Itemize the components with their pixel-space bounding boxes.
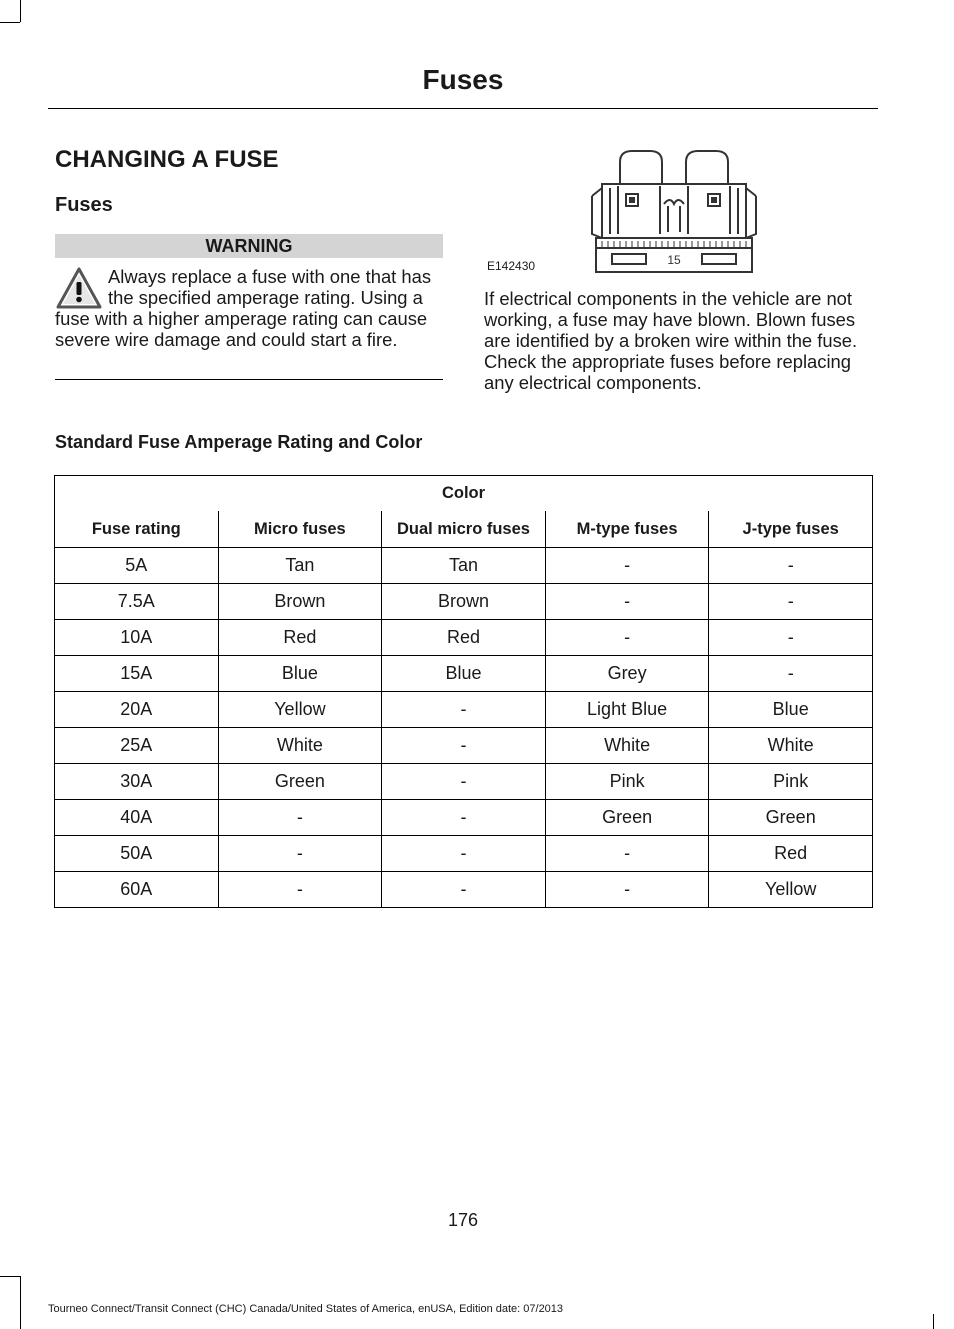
crop-mark — [20, 1276, 21, 1329]
table-row — [55, 836, 873, 872]
table-cell: - — [218, 800, 382, 836]
figure-code: E142430 — [487, 259, 536, 273]
table-cell: Red — [709, 836, 873, 872]
table-cell: Tan — [382, 548, 546, 584]
divider — [55, 379, 443, 380]
table-cell: Yellow — [709, 872, 873, 908]
column-header: Fuse rating — [55, 511, 219, 548]
table-row — [55, 728, 873, 764]
table-cell: - — [382, 728, 546, 764]
table-cell: - — [545, 872, 709, 908]
table-row — [55, 584, 873, 620]
table-cell: Brown — [382, 584, 546, 620]
column-header: Dual micro fuses — [382, 511, 546, 548]
page-header-title: Fuses — [422, 64, 504, 95]
table-cell: Grey — [545, 656, 709, 692]
table-cell: Tan — [218, 548, 382, 584]
table-cell: 30A — [55, 764, 219, 800]
body-paragraph: If electrical components in the vehicle are not working, a fuse may have blown. Blown fuses are identified by a broken wire within the fuse. Check the appropriate fuses before replacing any electrical components. — [484, 288, 858, 393]
table-cell: 40A — [55, 800, 219, 836]
table-cell: White — [218, 728, 382, 764]
table-cell: Blue — [218, 656, 382, 692]
table-cell: - — [382, 836, 546, 872]
table-cell: - — [545, 584, 709, 620]
table-row — [55, 764, 873, 800]
crop-mark — [0, 22, 20, 23]
table-cell: 7.5A — [55, 584, 219, 620]
page-number: 176 — [447, 1210, 479, 1230]
table-cell: 60A — [55, 872, 219, 908]
table-cell: Red — [382, 620, 546, 656]
table-cell: Green — [218, 764, 382, 800]
table-header-row — [55, 511, 873, 548]
fuse-illustration — [484, 146, 874, 276]
table-row — [55, 620, 873, 656]
table-cell: - — [709, 584, 873, 620]
table-row — [55, 800, 873, 836]
table-cell: - — [709, 656, 873, 692]
page-footer: Tourneo Connect/Transit Connect (CHC) Canada/United States of America, enUSA, Edition date: 07/2013 — [48, 1303, 564, 1315]
table-cell: Green — [545, 800, 709, 836]
table-cell: - — [382, 692, 546, 728]
table-cell: Pink — [545, 764, 709, 800]
table-cell: White — [709, 728, 873, 764]
table-cell: Light Blue — [545, 692, 709, 728]
table-title: Standard Fuse Amperage Rating and Color — [55, 432, 423, 452]
table-cell: 15A — [55, 656, 219, 692]
table-cell: - — [709, 620, 873, 656]
table-cell: - — [545, 836, 709, 872]
table-cell: 50A — [55, 836, 219, 872]
column-header: Micro fuses — [218, 511, 382, 548]
table-cell: - — [709, 548, 873, 584]
table-row — [55, 548, 873, 584]
table-cell: Brown — [218, 584, 382, 620]
table-cell: Blue — [709, 692, 873, 728]
warning-text — [55, 266, 443, 350]
table-row — [55, 872, 873, 908]
table-cell: 20A — [55, 692, 219, 728]
icon-spacer — [55, 266, 108, 308]
table-cell: Red — [218, 620, 382, 656]
table-cell: - — [382, 764, 546, 800]
table-cell: Blue — [382, 656, 546, 692]
column-header: J-type fuses — [709, 511, 873, 548]
table-cell: - — [545, 548, 709, 584]
warning-body: Always replace a fuse with one that has the specified amperage rating. Using a fuse with a higher amperage rating can cause severe wire damage and could start a fire. — [55, 266, 432, 350]
table-cell: 5A — [55, 548, 219, 584]
table-cell: Pink — [709, 764, 873, 800]
table-cell: - — [382, 800, 546, 836]
table-cell: Green — [709, 800, 873, 836]
table-cell: 25A — [55, 728, 219, 764]
table-group-header-row — [55, 476, 873, 512]
crop-mark — [933, 1314, 934, 1329]
table-cell: - — [382, 872, 546, 908]
table-cell: Yellow — [218, 692, 382, 728]
column-header: M-type fuses — [545, 511, 709, 548]
table-cell: 10A — [55, 620, 219, 656]
table-row — [55, 656, 873, 692]
fuse-number-label: 15 — [667, 253, 681, 267]
warning-bar: WARNING — [55, 234, 443, 258]
table-cell: White — [545, 728, 709, 764]
section-heading: CHANGING A FUSE — [55, 146, 279, 173]
table-cell: - — [218, 872, 382, 908]
fuse-color-table — [54, 475, 873, 908]
crop-mark — [20, 0, 21, 22]
table-row — [55, 692, 873, 728]
page-header — [48, 60, 878, 109]
table-cell: - — [545, 620, 709, 656]
table-group-header: Color — [55, 476, 873, 512]
table-cell: - — [218, 836, 382, 872]
crop-mark — [0, 1276, 20, 1277]
section-subheading: Fuses — [55, 194, 113, 216]
